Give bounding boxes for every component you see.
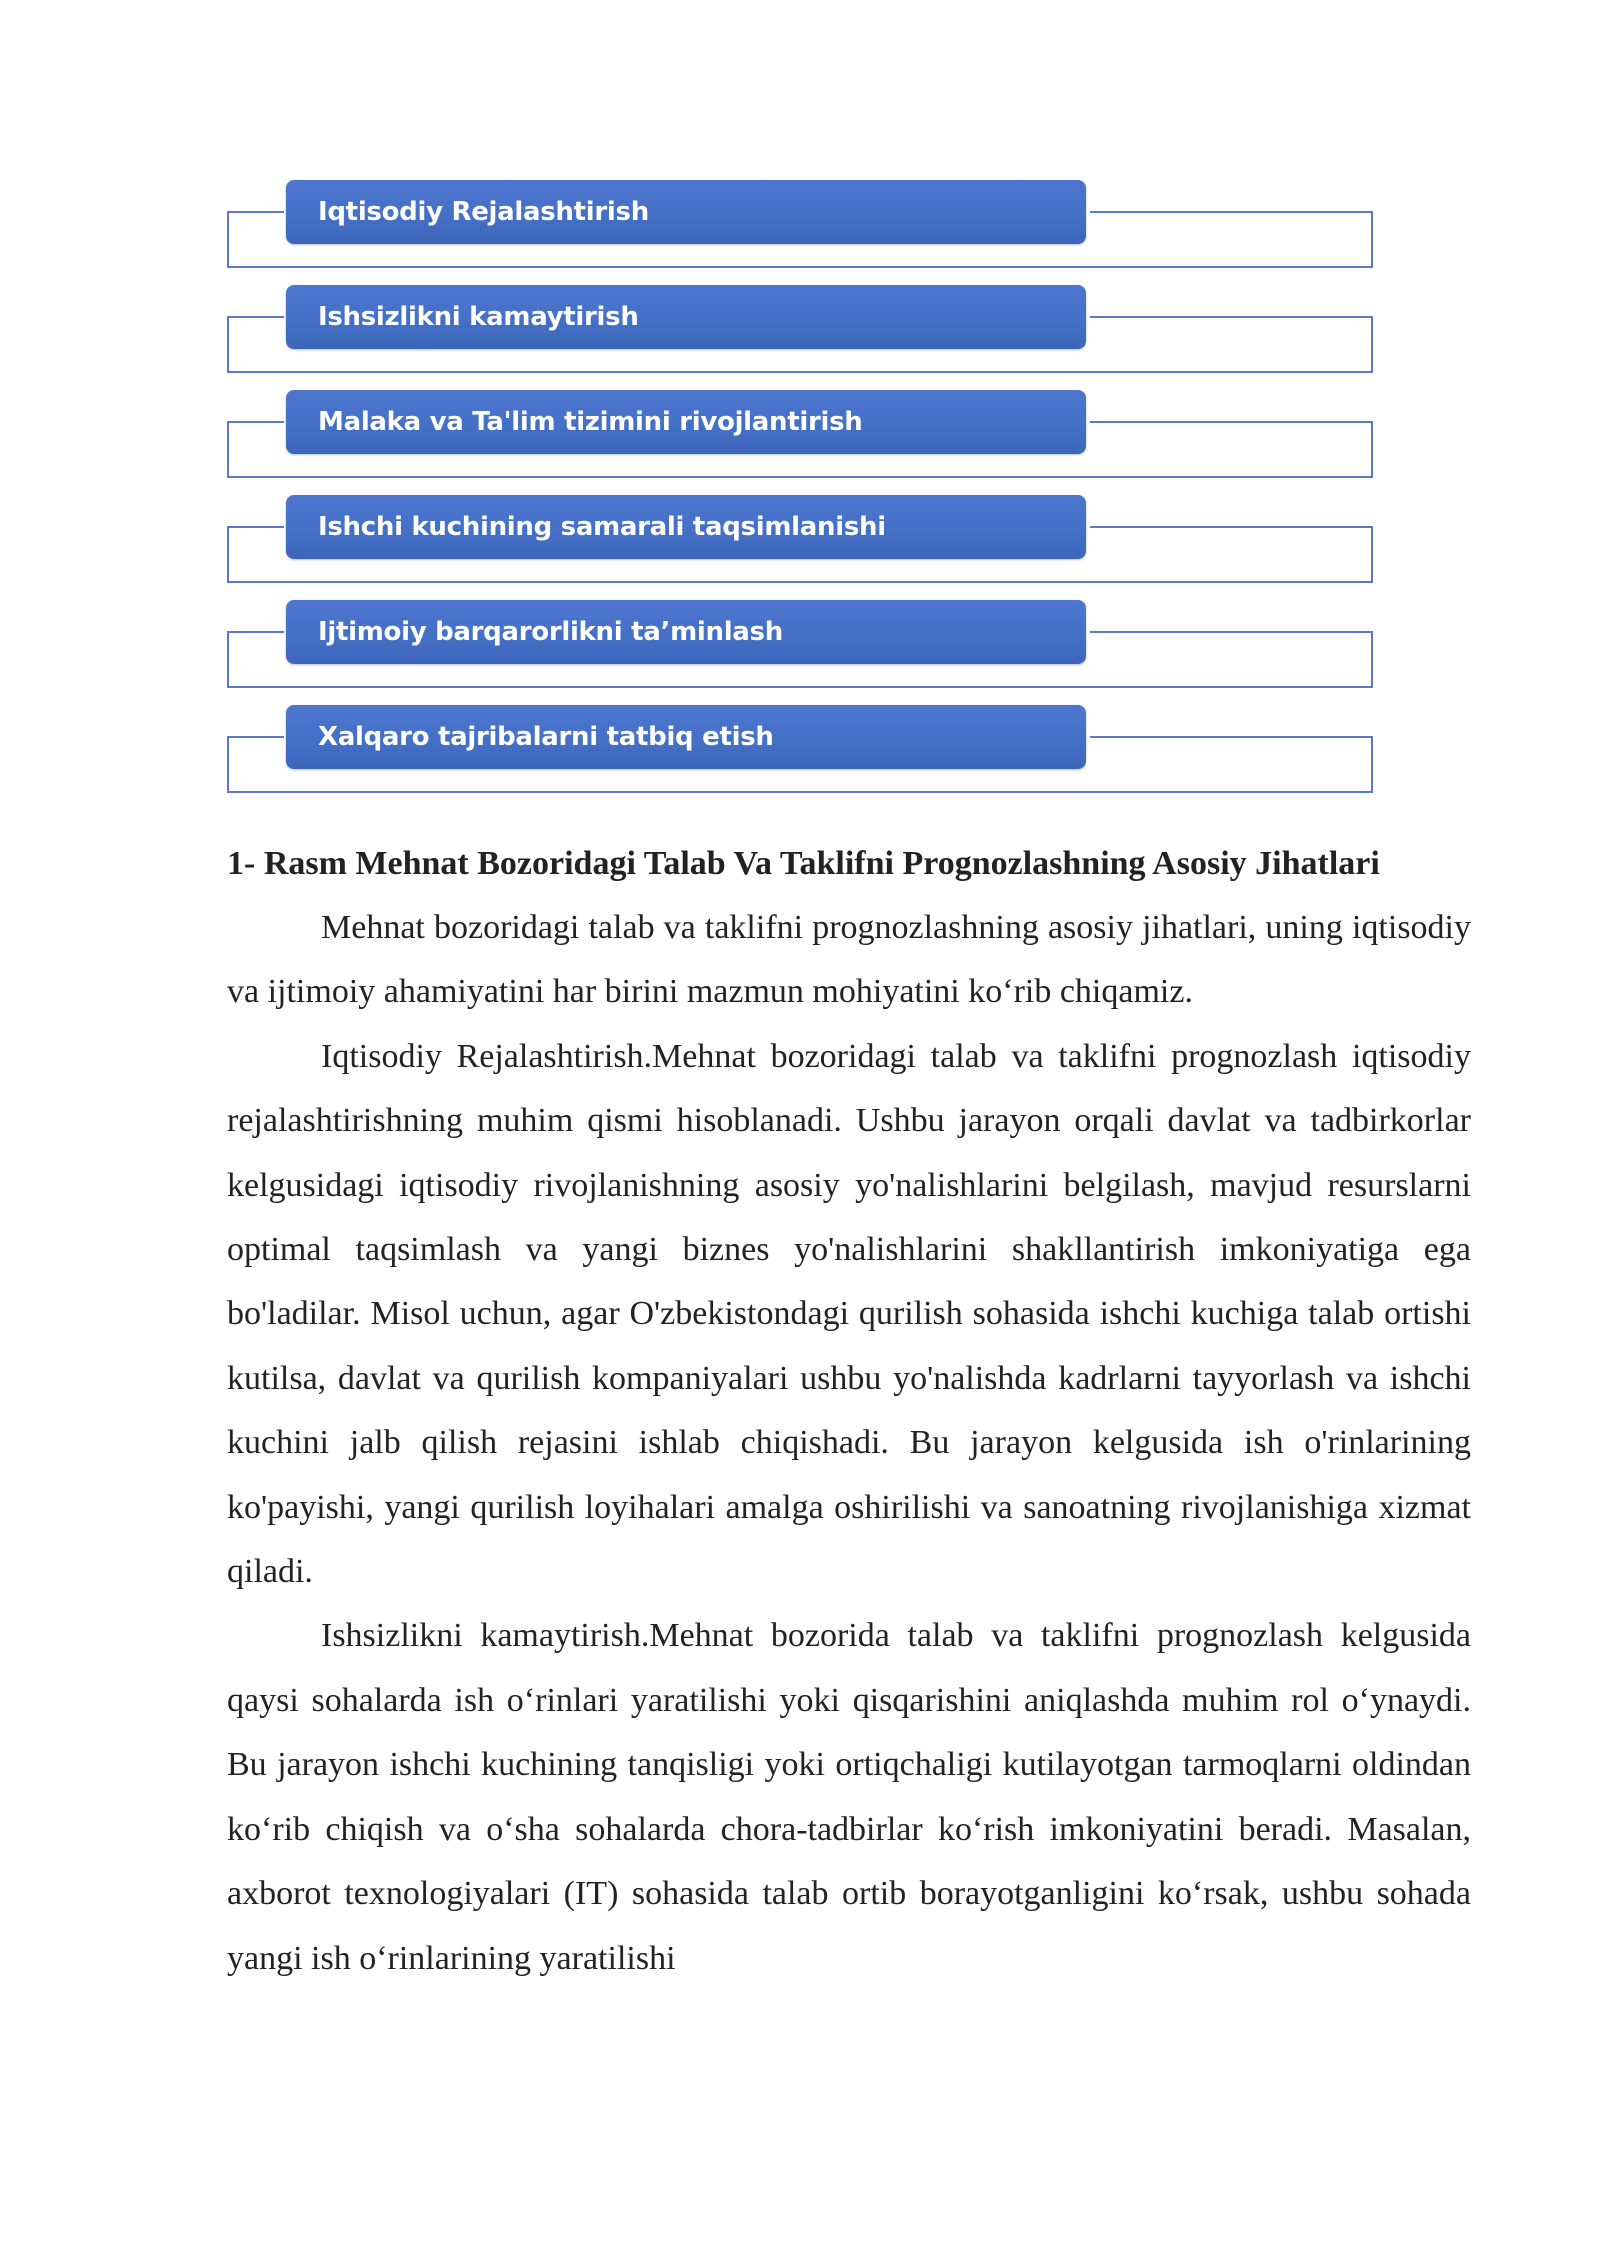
- paragraph-economic-planning: Iqtisodiy Rejalashtirish.Mehnat bozoridagi talab va taklifni prognozlash iqtisodiy rejalashtirishning muhim qismi hisoblanadi. Ushbu jarayon orqali davlat va tadbirkorlar kelgusidagi iqtisodiy rivojlanishning asosiy yo'nalishlarini belgilash, mavjud resurslarni optimal taqsimlash va yangi biznes yo'nalishlarini shakllantirish imkoniyatiga ega bo'ladilar. Misol uchun, agar O'zbekistondagi qurilish sohasida ishchi kuchiga talab ortishi kutilsa, davlat va qurilish kompaniyalari ushbu yo'nalishda kadrlarni tayyorlash va ishchi kuchini jalb qilish rejasini ishlab chiqishadi. Bu jarayon kelgusida ish o'rinlarining ko'payishi, yangi qurilish loyihalari amalga oshirilishi va sanoatning rivojlanishiga xizmat qiladi.: [227, 1037, 1471, 1591]
- key-aspects-diagram: [0, 0, 1600, 820]
- pill-social-stability: [286, 600, 1086, 664]
- pill-label: Ishsizlikni kamaytirish: [318, 302, 639, 332]
- diagram-row-economic-planning: [0, 180, 1600, 276]
- pill-label: Ishchi kuchining samarali taqsimlanishi: [318, 512, 886, 542]
- pill-labor-distribution: [286, 495, 1086, 559]
- paragraph-intro: Mehnat bozoridagi talab va taklifni prognozlashning asosiy jihatlari, uning iqtisodiy va ijtimoiy ahamiyatini har birini mazmun mohiyatini ko‘rib chiqamiz.: [227, 909, 1471, 1011]
- document-body: [227, 832, 1471, 1991]
- diagram-row-education-system: [0, 390, 1600, 486]
- figure-caption: 1- Rasm Mehnat Bozoridagi Talab Va Taklifni Prognozlashning Asosiy Jihatlari: [227, 845, 1380, 882]
- pill-label: Xalqaro tajribalarni tatbiq etish: [318, 722, 774, 752]
- pill-reduce-unemployment: [286, 285, 1086, 349]
- pill-international-experience: [286, 705, 1086, 769]
- diagram-row-labor-distribution: [0, 495, 1600, 591]
- pill-label: Malaka va Ta'lim tizimini rivojlantirish: [318, 407, 863, 437]
- pill-label: Iqtisodiy Rejalashtirish: [318, 197, 649, 227]
- paragraph-reduce-unemployment: Ishsizlikni kamaytirish.Mehnat bozorida talab va taklifni prognozlash kelgusida qaysi sohalarda ish o‘rinlari yaratilishi yoki qisqarishini aniqlashda muhim rol o‘ynaydi. Bu jarayon ishchi kuchining tanqisligi yoki ortiqchaligi kutilayotgan tarmoqlarni oldindan ko‘rib chiqish va o‘sha sohalarda chora-tadbirlar ko‘rish imkoniyatini beradi. Masalan, axborot texnologiyalari (IT) sohasida talab ortib borayotganligini ko‘rsak, ushbu sohada yangi ish o‘rinlarining yaratilishi: [227, 1617, 1471, 1977]
- pill-label: Ijtimoiy barqarorlikni ta’minlash: [318, 617, 783, 647]
- diagram-row-reduce-unemployment: [0, 285, 1600, 381]
- diagram-row-social-stability: [0, 600, 1600, 696]
- diagram-row-international-experience: [0, 705, 1600, 801]
- pill-economic-planning: [286, 180, 1086, 244]
- pill-education-system: [286, 390, 1086, 454]
